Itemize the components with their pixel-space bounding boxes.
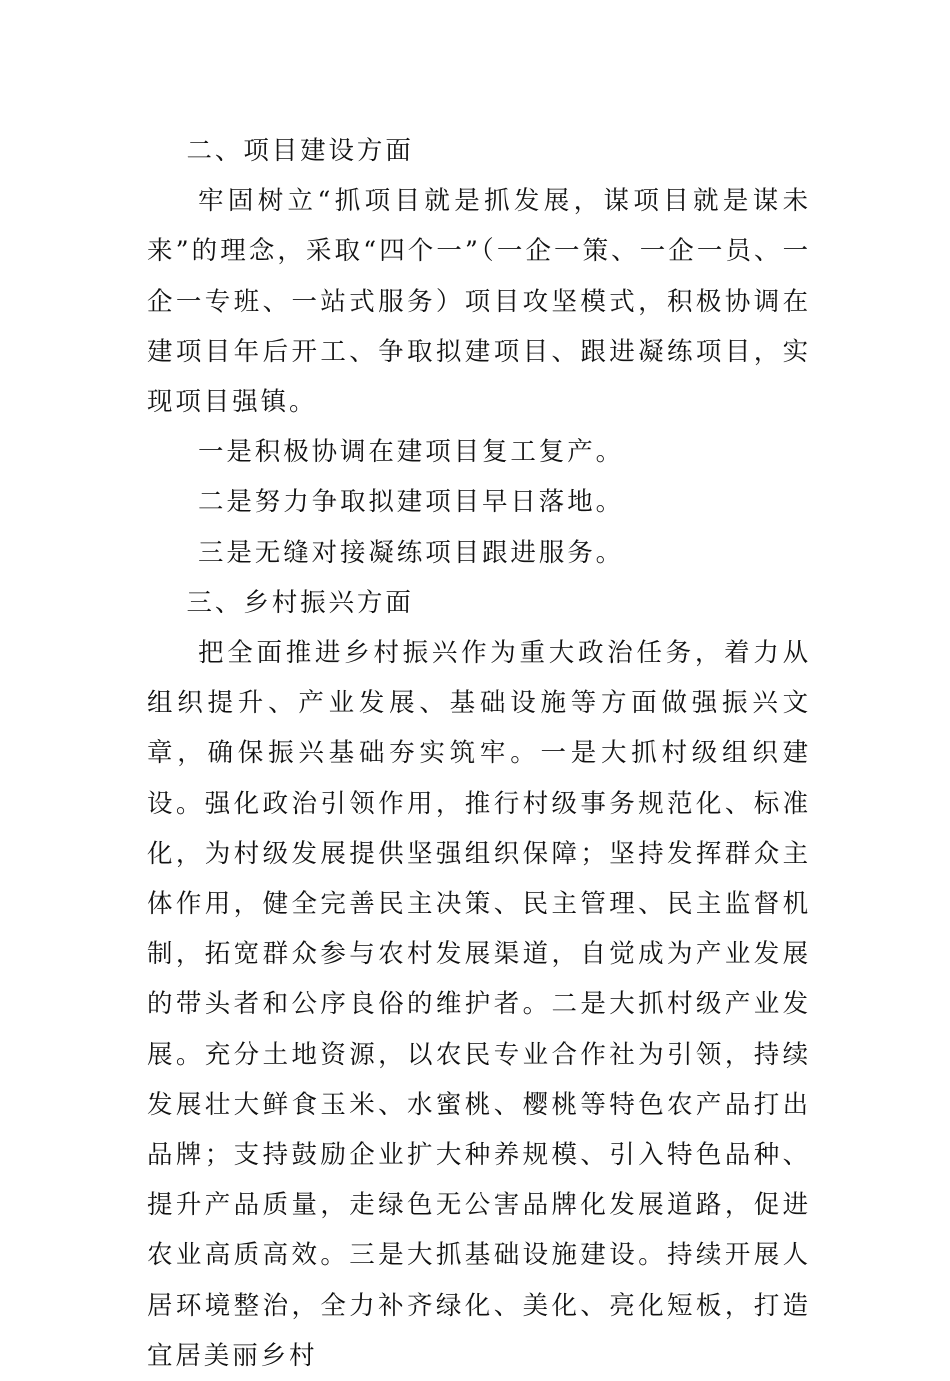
- document-body: [147, 126, 811, 1381]
- paragraph-point-three: 三是无缝对接凝练项目跟进服务。: [198, 537, 625, 568]
- paragraph-rural-revitalization: 把全面推进乡村振兴作为重大政治任务，着力从组织提升、产业发展、基础设施等方面做强振兴文章，确保振兴基础夯实筑牢。一是大抓村级组织建设。强化政治引领作用，推行村级事务规范化、标准化，为村级发展提供坚强组织保障；坚持发挥群众主体作用，健全完善民主决策、民主管理、民主监督机制，拓宽群众参与农村发展渠道，自觉成为产业发展的带头者和公序良俗的维护者。二是大抓村级产业发展。充分土地资源，以农民专业合作社为引领，持续发展壮大鲜食玉米、水蜜桃、樱桃等特色农产品打出品牌；支持鼓励企业扩大种养规模、引入特色品种、提升产品质量，走绿色无公害品牌化发展道路，促进农业高质高效。三是大抓基础设施建设。持续开展人居环境整治，全力补齐绿化、美化、亮化短板，打造宜居美丽乡村: [147, 638, 811, 1371]
- paragraph-point-one: 一是积极协调在建项目复工复产。: [198, 437, 625, 468]
- section-heading-rural-revitalization: 三、乡村振兴方面: [186, 587, 414, 618]
- section-heading-project-construction: 二、项目建设方面: [186, 136, 414, 166]
- paragraph-point-two: 二是努力争取拟建项目早日落地。: [198, 487, 625, 518]
- paragraph-project-concept: 牢固树立“抓项目就是抓发展，谋项目就是谋未来”的理念，采取“四个一”（一企一策、一企一员、一企一专班、一站式服务）项目攻坚模式，积极协调在建项目年后开工、争取拟建项目、跟进凝练项目，实现项目强镇。: [147, 186, 811, 418]
